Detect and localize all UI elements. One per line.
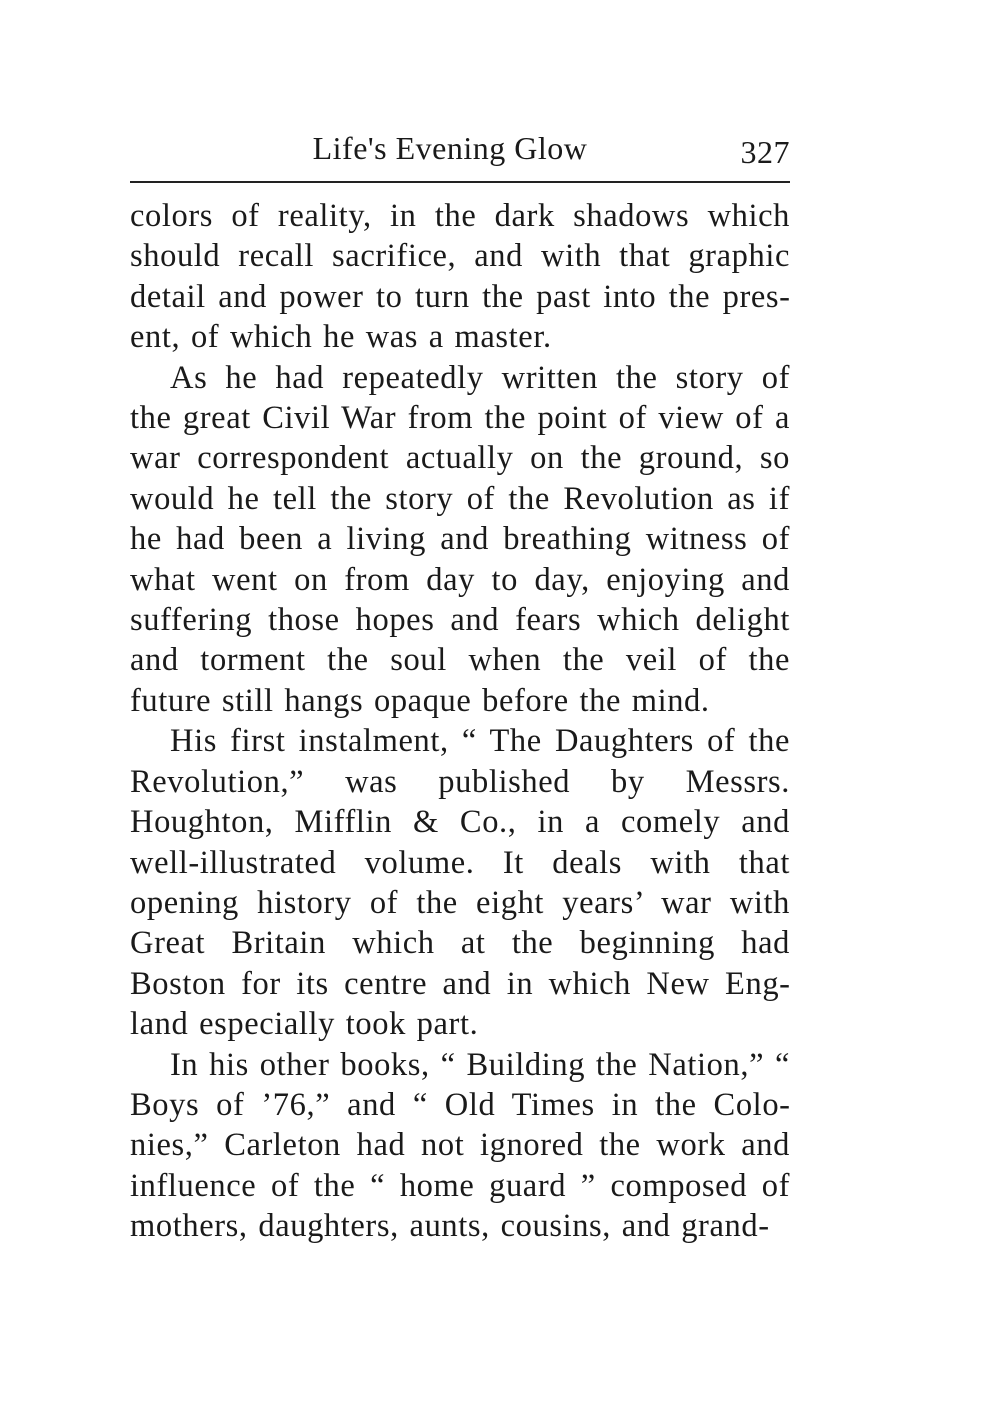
page-number: 327: [740, 134, 790, 170]
running-title: Life's Evening Glow: [312, 130, 588, 166]
body-text: [130, 196, 790, 1247]
paragraph-3: His first instalment, “ The Daughters of the Revolution,” was published by Messrs. Houghton, Mifflin & Co., in a comely and well-illustrated volume. It deals with that opening history of the eight years’ war with Great Britain which at the beginning had Boston for its centre and in which New England especially took part.: [130, 723, 790, 1043]
paragraph-4: In his other books, “ Building the Nation,” “ Boys of ’76,” and “ Old Times in the Colonies,” Carleton had not ignored the work and influence of the “ home guard ” composed of mothers, daughters, aunts, cousins, and grand-: [130, 1046, 790, 1245]
paragraph-1: colors of reality, in the dark shadows which should recall sacrifice, and with that graphic detail and power to turn the past into the present, of which he was a master.: [130, 198, 790, 356]
header-rule: [130, 181, 790, 183]
running-header: [130, 128, 790, 176]
paragraph-2: As he had repeatedly written the story of the great Civil War from the point of view of a war correspondent actually on the ground, so would he tell the story of the Revolution as if he had been a living and breathing witness of what went on from day to day, enjoying and suffering those hopes and fears which delight and torment the soul when the veil of the future still hangs opaque before the mind.: [130, 359, 790, 719]
